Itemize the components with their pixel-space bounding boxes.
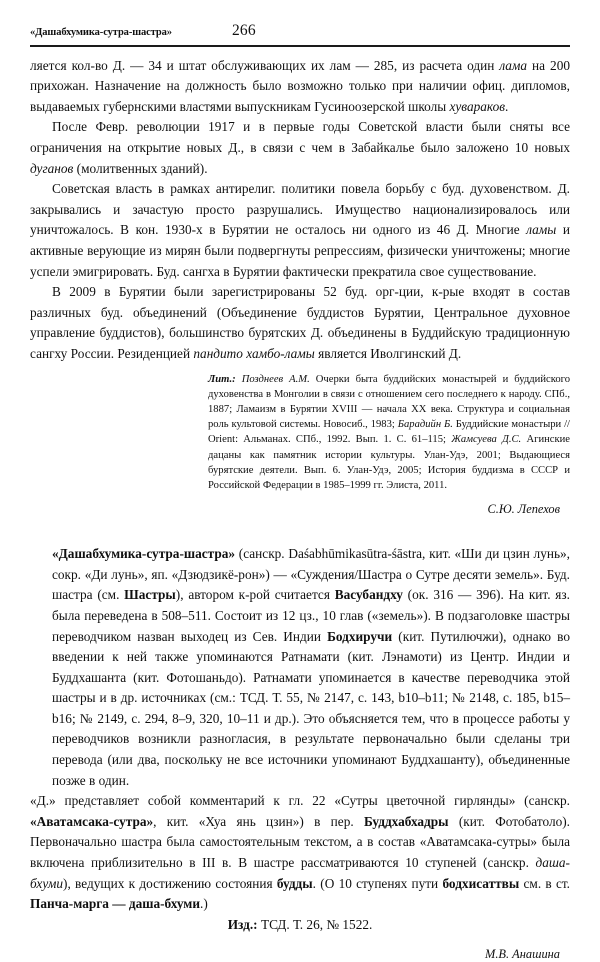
paragraph-4: [30, 282, 570, 364]
entry-head-rest-3: (ок. 316 — 396). На кит. яз. была переведена в 508–511. Состоит из 12 цз., 10 глав («земель»). В подзаголовке шастры переводчиком назван выходец из Сев. Индии: [52, 587, 570, 644]
literature-author-1: Позднеев А.М.: [241, 373, 310, 385]
e2-seg-6: см. в ст.: [519, 875, 570, 891]
article-2-byline: М.В. Анашина: [485, 947, 560, 962]
p1-italic-khuvarakov: хувараков: [449, 98, 506, 114]
p3-text-a: Советская власть в рамках антирелиг. политики повела борьбу с буд. духовенством. Д. закрывались и зачастую просто разрушались. Имущество национализировалось или уничтожалось. В кон. 1930-х в Бурятии не осталось ни одного из 46 Д. Многие: [30, 181, 570, 238]
article-datsany-continuation: [30, 56, 570, 518]
paragraph-2: [30, 117, 570, 179]
literature-segment-3: Агинские дацаны как памятник истории культуры. Улан-Удэ, 2001; Выдающиеся бурятские деятели. Вып. 6. Улан-Удэ, 2005; История буддизма в СССР и Российской Федерации в 1985–1999 гг. Элиста, 2011.: [208, 434, 570, 491]
e2-seg-4: ), ведущих к достижению состояния: [63, 875, 277, 891]
crossref-vasubandhu[interactable]: Васубандху: [334, 587, 403, 603]
crossref-avatamsaka-sutra[interactable]: «Аватамсака-сутра»: [30, 813, 154, 829]
edition-line: [30, 915, 570, 936]
literature-author-3: Жамсуева Д.С.: [451, 434, 522, 446]
paragraph-1: [30, 56, 570, 118]
edition-text: ТСД. Т. 26, № 1522.: [257, 916, 373, 932]
crossref-pancha-marga[interactable]: Панча-марга — даша-бхуми: [30, 896, 201, 912]
e2-seg-5: . (О 10 ступенях пути: [312, 875, 443, 891]
p3-italic-lamy: ламы: [526, 222, 557, 238]
article-1-byline: С.Ю. Лепехов: [487, 502, 560, 517]
paragraph-3: [30, 179, 570, 282]
literature-label: Лит.:: [208, 373, 236, 385]
entry-headword-paragraph: [30, 544, 570, 791]
crossref-shastry[interactable]: Шастры: [124, 587, 176, 603]
entry-head-rest-1: (санскр. Daśabhūmikasūtra-śāstra, кит. «Ши ди цзин лунь», сокр. «Ди лунь», яп. «Дзюдзикё-рон») — «Суждения/Шастра о Сутре десяти земель». Буд. шастра (см.: [52, 546, 570, 603]
p4-text-a: В 2009 в Бурятии были зарегистрированы 52 буд. орг-ции, к-рые входят в состав различных буд. объединений (Объединение буддистов Бурятии, Центральное духовное управление буддистов), большинство бурятских Д. объединены в Буддийскую традиционную сангху России. Резиденцией: [30, 284, 570, 361]
e2-seg-1: «Д.» представляет собой комментарий к гл. 22 «Сутры цветочной гирлянды» (санскр.: [30, 793, 570, 809]
entry-headword: «Дашабхумика-сутра-шастра»: [52, 546, 236, 562]
p1-text-b: на 200 прихожан. Назначение на должность было возможно только при наличии офиц. дипломов, выдаваемых губернскими властями выпускникам Гусиноозерской школы: [30, 57, 570, 114]
article-dashabhumika-sutra-shastra: [30, 544, 570, 962]
crossref-buddy[interactable]: будды: [276, 875, 313, 891]
p2-text-b: (молитвенных зданий).: [73, 160, 208, 176]
entry-head-rest-2: ), автором к-рой считается: [175, 587, 335, 603]
literature-segment-2: Буддийские монастыри // Orient: Альманах. СПб., 1992. Вып. 1. С. 61–115;: [208, 419, 570, 446]
crossref-buddhabhadra[interactable]: Буддхабхадры: [363, 813, 449, 829]
p1-text-c: .: [505, 98, 509, 114]
page-number: 266: [231, 22, 256, 39]
edition-label: Изд.:: [227, 916, 258, 932]
p3-text-b: и активные верующие из мирян были подвергнуты репрессиям, физически уничтожены; многие успели эмигрировать. Буд. сангха в Бурятии фактически прекратила свое существование.: [30, 222, 570, 279]
p2-italic-duganov: дуганов: [30, 160, 74, 176]
p4-text-b: является Иволгинский Д.: [314, 345, 462, 361]
entry-head-rest-4: (кит. Путилючжи), однако во введении к ней также упоминаются Ратнамати (кит. Лэнамоти) из Центр. Индии и Буддхашанта (кит. Фотошаньдо). Ратнамати упоминается в качестве переводчика этой шастры и в др. источниках (см.: ТСД. Т. 55, № 2147, с. 143, b10–b11; № 2148, с. 185, b15–b16; № 2149, с. 294, 8–9, 320, 10–11 и др.). Это объясняется тем, что в процессе работы у переводчиков возникли разногласия, в результате первоначально были сделаны три перевода (или два, поскольку не все источники упоминают Буддхашанту), объединенные позже в один.: [52, 628, 570, 788]
crossref-bodhiruchi[interactable]: Бодхиручи: [327, 628, 393, 644]
p1-text-a: ляется кол-во Д. — 34 и штат обслуживающих их лам — 285, из расчета один: [30, 57, 500, 73]
p1-italic-lama: лама: [499, 57, 528, 73]
e2-seg-2: , кит. «Хуа янь цзин») в пер.: [153, 813, 364, 829]
literature-segment-1: Очерки быта буддийских монастырей и буддийского духовенства в Монголии в связи с отношением сего последнего к народу. СПб., 1887; Ламаизм в Бурятии XVIII — начала XX века. Структура и социальная роль культовой системы. Новосиб., 1983;: [208, 373, 570, 431]
p2-text-a: После Февр. революции 1917 и в первые годы Советской власти были сняты все ограничения на открытие новых Д., в связи с чем в Забайкалье было заложено 10 новых: [30, 119, 570, 155]
header-rule: [30, 45, 570, 47]
literature-entry: [208, 372, 570, 494]
e2-seg-3: (кит. Фотобатоло). Первоначально шастра была самостоятельным текстом, а в состав «Аватамсака-сутры» была включена приблизительно в III в. В шастре рассматриваются 10 ступеней (санскр.: [30, 813, 570, 871]
literature-block: [208, 372, 570, 494]
running-head-title: «Дашабхумика-сутра-шастра»: [30, 27, 172, 38]
crossref-bodhisattvy[interactable]: бодхисаттвы: [442, 875, 520, 891]
literature-author-2: Барадийн Б.: [397, 419, 453, 431]
e2-italic-dasha-bhumi: даша-бхуми: [30, 855, 570, 891]
p4-italic-pandito: пандито хамбо-ламы: [193, 345, 315, 361]
running-head: [30, 22, 570, 42]
entry-paragraph-2: [30, 791, 570, 915]
e2-seg-7: .): [200, 896, 208, 912]
